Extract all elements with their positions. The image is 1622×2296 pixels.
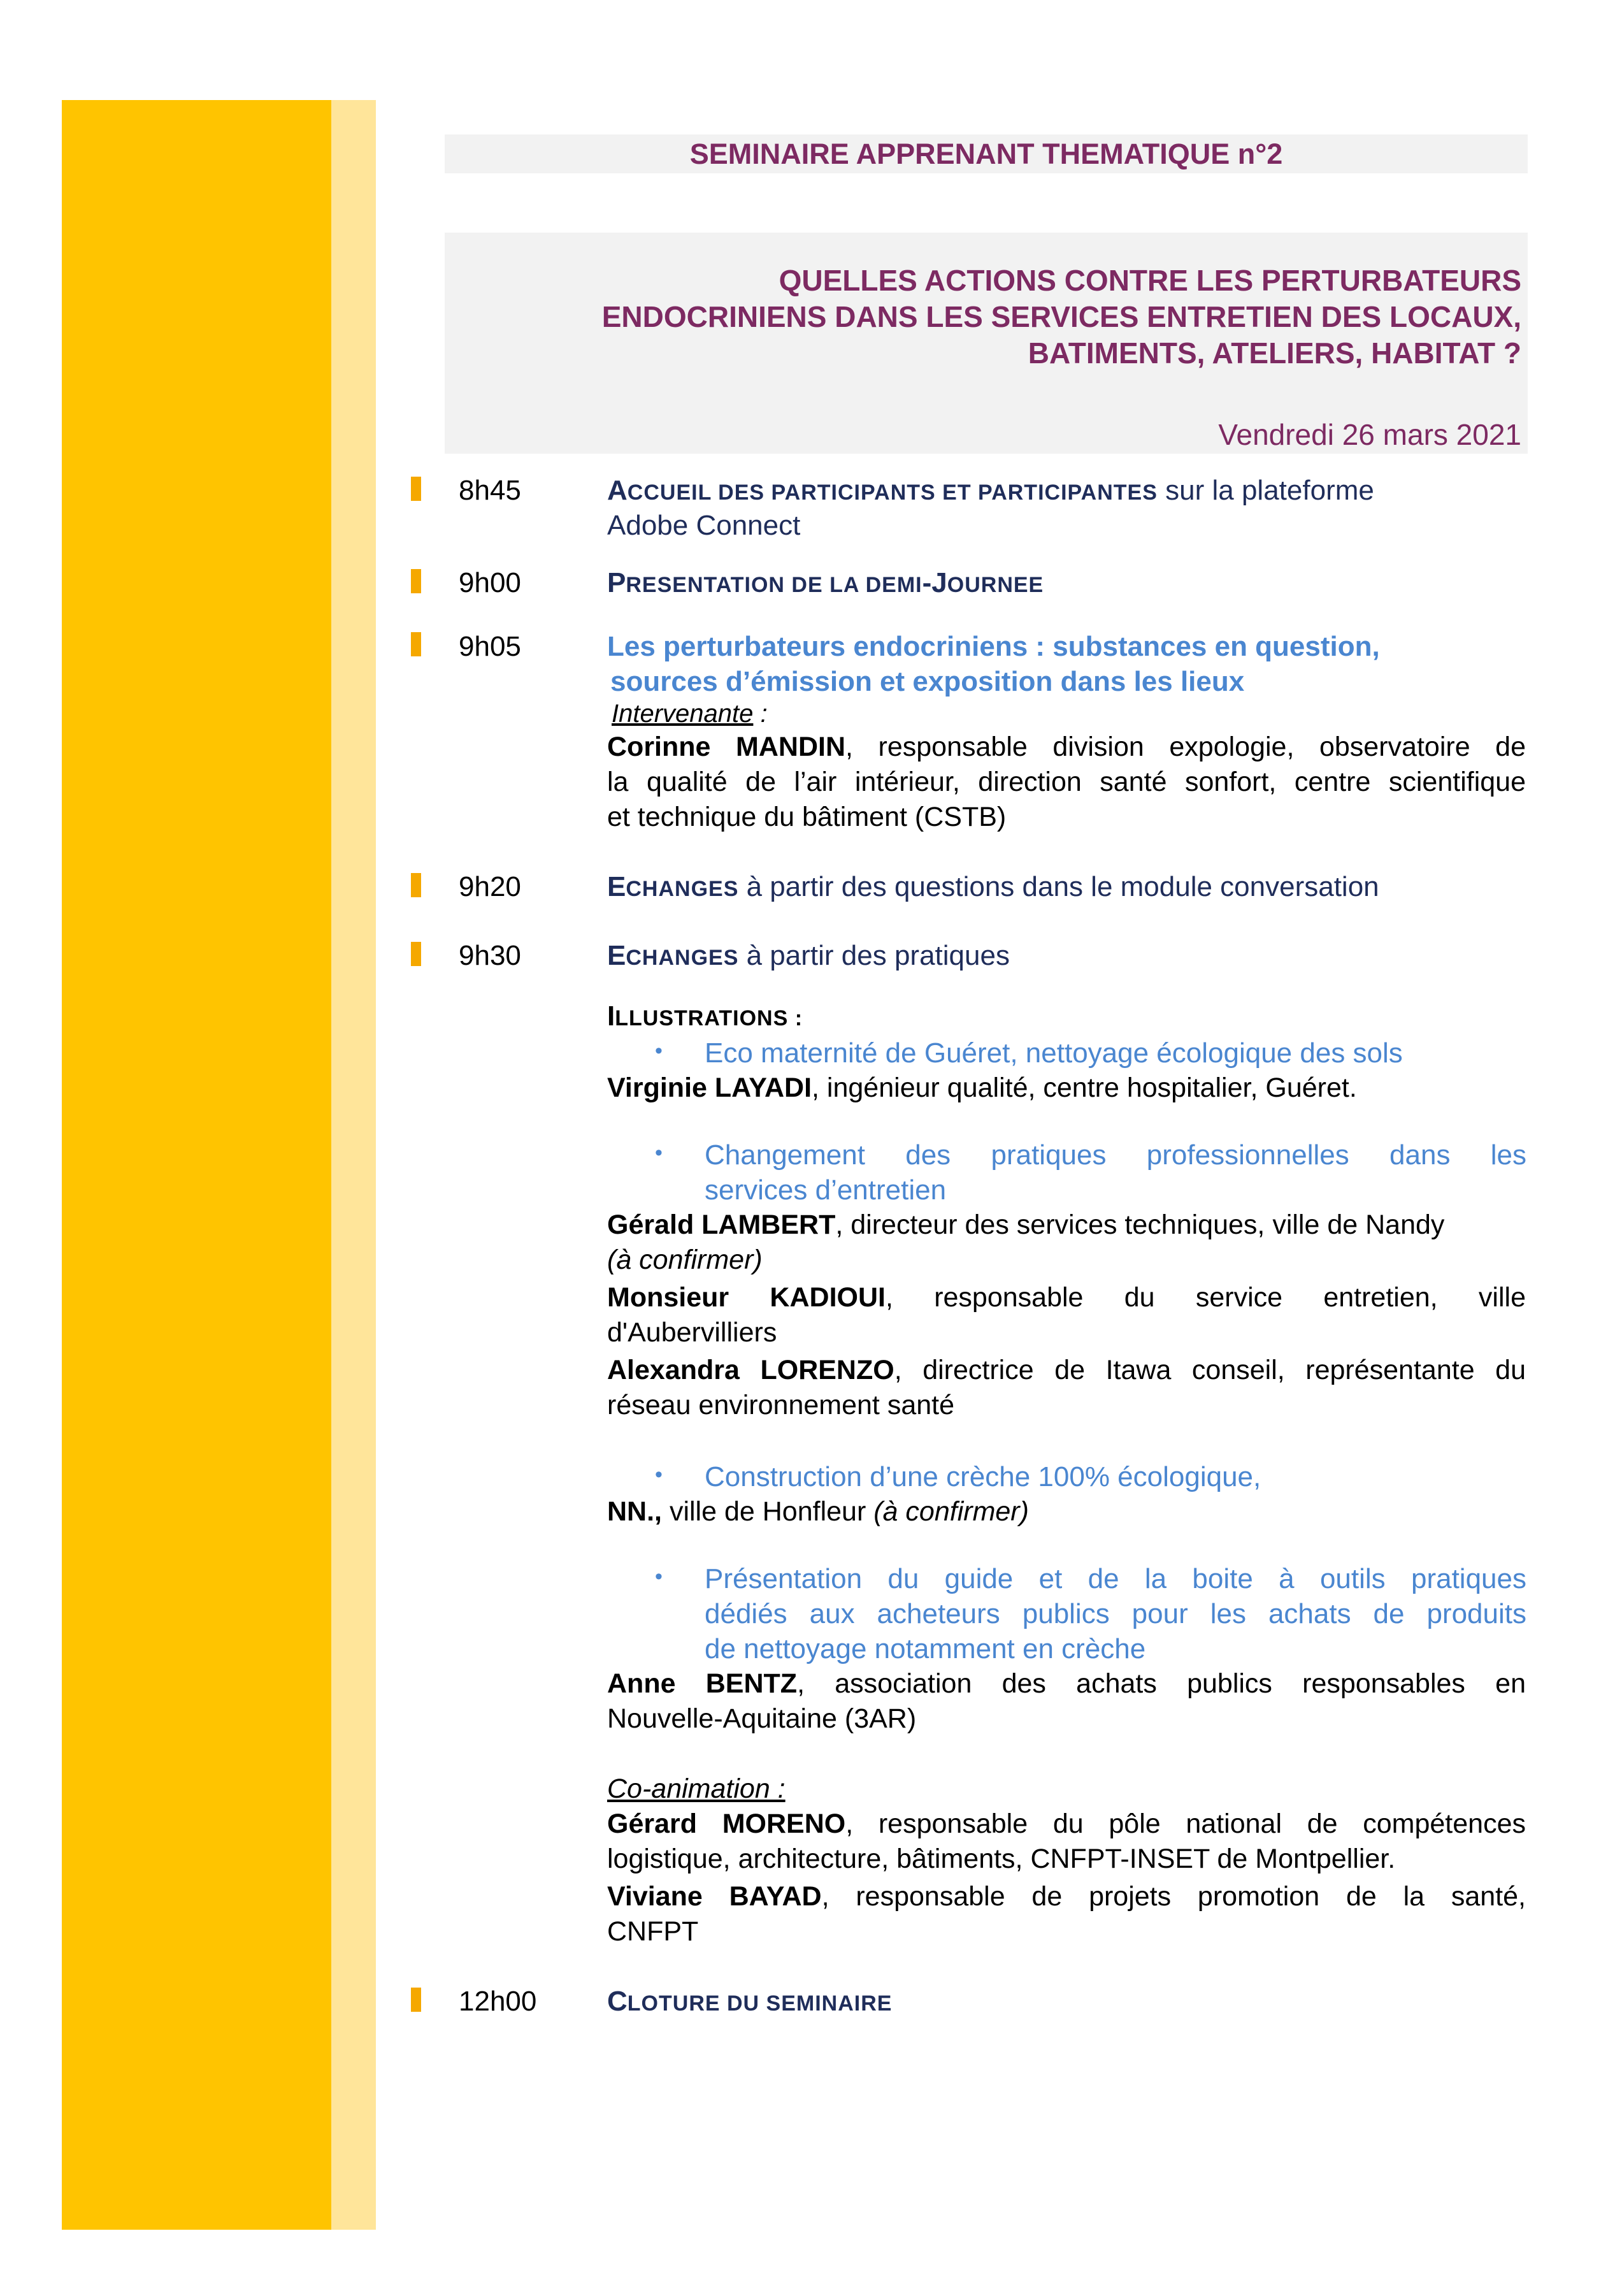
illustration-1-title: Eco maternité de Guéret, nettoyage écologique des sols	[705, 1037, 1403, 1069]
coanimator-1-line-2: logistique, architecture, bâtiments, CNFPT-INSET de Montpellier.	[607, 1844, 1396, 1874]
time-9h20: 9h20	[459, 871, 521, 902]
speaker-role-label: Intervenante :	[612, 700, 768, 728]
illustration-2-speaker-3-line-2: réseau environnement santé	[607, 1390, 955, 1420]
illustration-4-speaker-line-2: Nouvelle-Aquitaine (3AR)	[607, 1703, 917, 1734]
illustration-2-speaker-2: Monsieur KADIOUI, responsable du service entretien, ville	[607, 1282, 1526, 1313]
talk-title-line-2: sources d’émission et exposition dans les lieux	[610, 666, 1245, 697]
illustration-2-title-line-1: Changement des pratiques professionnelles dans les	[705, 1139, 1526, 1171]
schedule-marker	[411, 942, 421, 966]
sidebar-band-main	[62, 100, 331, 2230]
topic-title-line-3: BATIMENTS, ATELIERS, HABITAT ?	[1028, 336, 1521, 370]
time-12h00: 12h00	[459, 1986, 537, 2017]
schedule-marker	[411, 477, 421, 501]
bullet-icon: •	[655, 1039, 663, 1063]
event-date: Vendredi 26 mars 2021	[1218, 418, 1521, 451]
time-9h30: 9h30	[459, 940, 521, 971]
speaker-line-3: et technique du bâtiment (CSTB)	[607, 802, 1007, 832]
bullet-icon: •	[655, 1564, 663, 1589]
item-echanges-questions: ECHANGES à partir des questions dans le module conversation	[607, 871, 1379, 902]
illustration-3-title: Construction d’une crèche 100% écologique,	[705, 1461, 1261, 1492]
illustration-4-title-line-2: dédiés aux acheteurs publics pour les achats de produits	[705, 1598, 1526, 1629]
schedule-marker	[411, 1988, 421, 2012]
illustration-1-speaker: Virginie LAYADI, ingénieur qualité, centre hospitalier, Guéret.	[607, 1072, 1357, 1103]
illustration-4-speaker: Anne BENTZ, association des achats publics responsables en	[607, 1668, 1526, 1699]
topic-title-line-2: ENDOCRINIENS DANS LES SERVICES ENTRETIEN DES LOCAUX,	[601, 300, 1521, 333]
coanimator-1: Gérard MORENO, responsable du pôle national de compétences	[607, 1809, 1526, 1839]
seminar-title: SEMINAIRE APPRENANT THEMATIQUE n°2	[689, 137, 1283, 170]
item-accueil-line2: Adobe Connect	[607, 510, 801, 541]
speaker-line-2: la qualité de l’air intérieur, direction santé sonfort, centre scientifique	[607, 767, 1526, 797]
schedule-marker	[411, 569, 421, 593]
item-accueil-heading: ACCUEIL DES PARTICIPANTS ET PARTICIPANTES sur la plateforme	[607, 475, 1374, 506]
speaker-line-1: Corinne MANDIN, responsable division expologie, observatoire de	[607, 732, 1526, 762]
sidebar-band-light	[331, 100, 376, 2230]
coanimator-2: Viviane BAYAD, responsable de projets promotion de la santé,	[607, 1881, 1526, 1912]
bullet-icon: •	[655, 1462, 663, 1487]
illustration-4-title-line-3: de nettoyage notamment en crèche	[705, 1633, 1146, 1664]
talk-title-line-1: Les perturbateurs endocriniens : substances en question,	[607, 631, 1380, 662]
schedule-marker	[411, 873, 421, 897]
seminar-title-box	[445, 134, 1528, 173]
topic-title-box	[445, 233, 1528, 454]
illustration-4-title-line-1: Présentation du guide et de la boite à outils pratiques	[705, 1563, 1526, 1594]
illustration-2-speaker-1-note: (à confirmer)	[607, 1245, 763, 1275]
coanimation-label: Co-animation :	[607, 1773, 786, 1804]
illustration-3-speaker: NN., ville de Honfleur (à confirmer)	[607, 1496, 1029, 1527]
item-echanges-pratiques: ECHANGES à partir des pratiques	[607, 940, 1010, 971]
item-presentation-heading: PRESENTATION DE LA DEMI-JOURNEE	[607, 567, 1044, 598]
illustration-2-title-line-2: services d’entretien	[705, 1174, 947, 1206]
illustration-2-speaker-1: Gérald LAMBERT, directeur des services techniques, ville de Nandy	[607, 1209, 1445, 1240]
illustration-2-speaker-3: Alexandra LORENZO, directrice de Itawa conseil, représentante du	[607, 1355, 1526, 1385]
bullet-icon: •	[655, 1141, 663, 1165]
item-cloture-heading: CLOTURE DU SEMINAIRE	[607, 1986, 893, 2017]
time-9h05: 9h05	[459, 631, 521, 662]
illustration-2-speaker-2-line-2: d'Aubervilliers	[607, 1317, 777, 1348]
time-8h45: 8h45	[459, 475, 521, 506]
illustrations-heading: ILLUSTRATIONS :	[607, 1000, 803, 1032]
coanimator-2-line-2: CNFPT	[607, 1916, 699, 1947]
time-9h00: 9h00	[459, 567, 521, 598]
schedule-marker	[411, 632, 421, 656]
topic-title-line-1: QUELLES ACTIONS CONTRE LES PERTURBATEURS	[779, 264, 1521, 297]
